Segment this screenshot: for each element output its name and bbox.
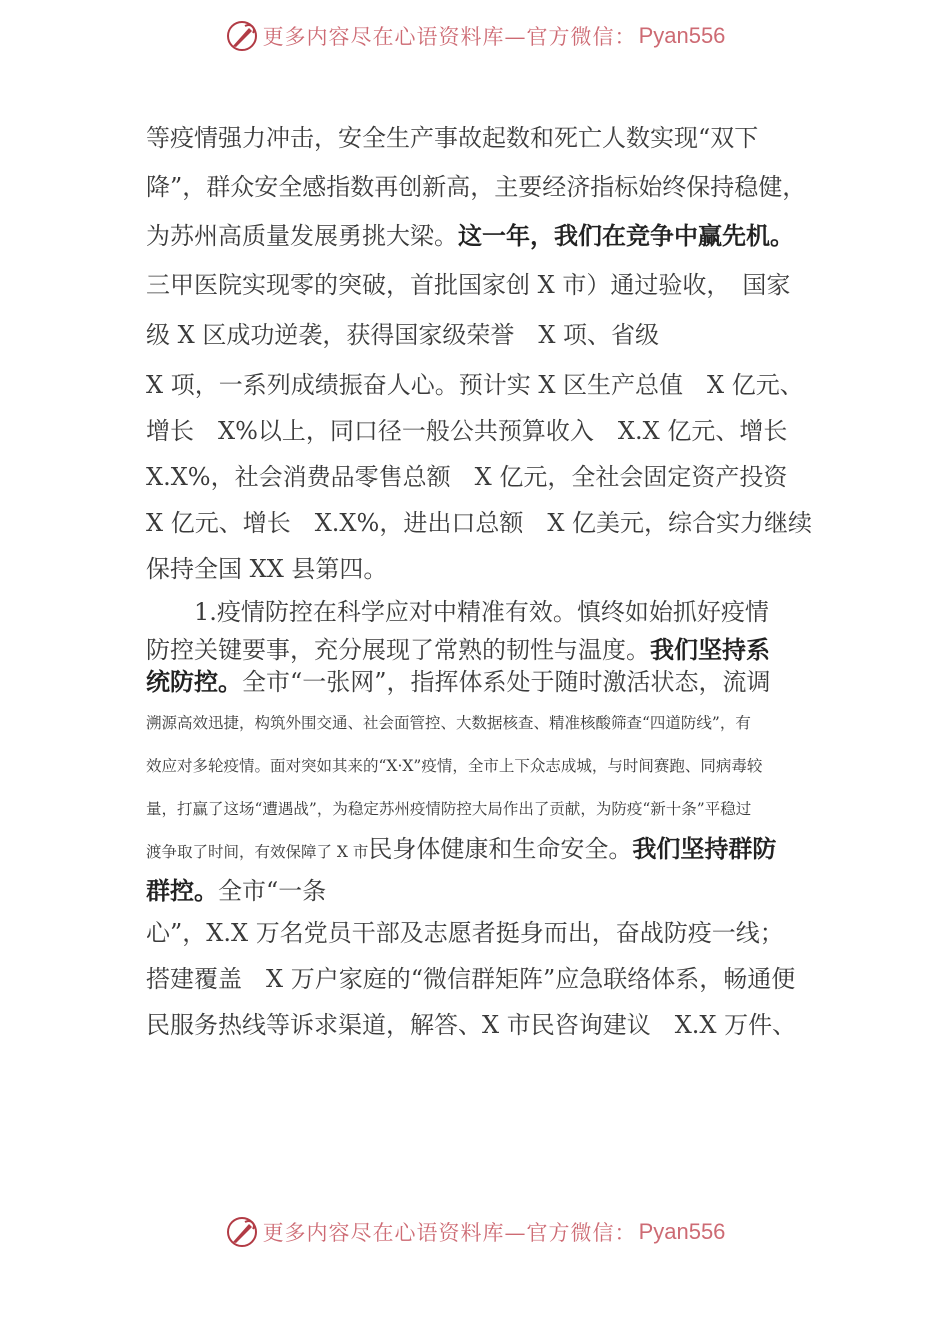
bold-heading: 统防控。 [146,668,242,696]
section-heading-line: 1.疫情防控在科学应对中精准有效。慎终如始抓好疫情 [194,598,769,626]
bold-heading: 我们坚持群防 [632,835,777,863]
watermark-text: 更多内容尽在心语资料库—官方微信： [262,25,637,49]
text-line-small: 量，打赢了这场“遭遇战”，为稳定苏州疫情防控大局作出了贡献，为防疫“新十条”平稳过 [146,800,752,818]
text-line: 保持全国 XX 县第四。 [146,555,388,583]
watermark-wechat-id: Pyan556 [638,23,726,48]
text-line: 等疫情强力冲击，安全生产事故起数和死亡人数实现“双下 [146,124,759,152]
watermark-wechat-id: Pyan556 [638,1219,726,1244]
text-run: 全市“一张网”，指挥体系处于随时激活状态，流调 [242,668,771,696]
bold-heading: 群控。 [146,877,218,905]
watermark-text: 更多内容尽在心语资料库—官方微信： [262,1221,637,1245]
bold-heading: 我们坚持系 [650,636,770,664]
text-line: 降”，群众安全感指数再创新高，主要经济指标始终保持稳健， [146,173,807,201]
footer-watermark [0,1212,950,1252]
text-line [146,667,771,697]
text-line: 三甲医院实现零的突破，首批国家创 X 市）通过验收， 国家 [146,271,791,299]
text-run: 为苏州高质量发展勇挑大梁。 [146,222,458,250]
header-watermark [0,16,950,56]
quill-logo-icon [225,19,259,53]
text-line: 增长 X%以上，同口径一般公共预算收入 X.X 亿元、增长 [146,417,788,445]
quill-logo-icon [225,1215,259,1249]
text-run: 全市“一条 [218,877,327,905]
text-line: 心”，X.X 万名党员干部及志愿者挺身而出，奋战防疫一线； [146,919,784,947]
text-line: 搭建覆盖 X 万户家庭的“微信群矩阵”应急联络体系，畅通便 [146,965,796,993]
text-line: X.X%，社会消费品零售总额 X 亿元，全社会固定资产投资 [146,463,788,491]
bold-heading: 这一年，我们在竞争中赢先机。 [458,222,794,250]
text-run-small: 渡争取了时间，有效保障了 X 市 [146,843,369,861]
text-run: 防控关键要事，充分展现了常熟的韧性与温度。 [146,636,650,664]
text-line-small: 效应对多轮疫情。面对突如其来的“X·X”疫情，全市上下众志成城，与时间赛跑、同病毒较 [146,757,763,775]
text-line: X 亿元、增长 X.X%，进出口总额 X 亿美元，综合实力继续 [146,509,813,537]
text-run: 民身体健康和生命安全。 [368,835,633,863]
text-line: 级 X 区成功逆袭，获得国家级荣誉 X 项、省级 [146,321,660,349]
text-line-small: 溯源高效迅捷，构筑外围交通、社会面管控、大数据核查、精准核酸筛查“四道防线”，有 [146,714,751,732]
text-line: 民服务热线等诉求渠道，解答、X 市民咨询建议 X.X 万件、 [146,1011,797,1039]
text-line [146,221,794,251]
text-line [146,876,326,906]
text-line: X 项，一系列成绩振奋人心。预计实 X 区生产总值 X 亿元、 [146,371,804,399]
text-line [146,635,770,665]
text-line [146,834,776,864]
